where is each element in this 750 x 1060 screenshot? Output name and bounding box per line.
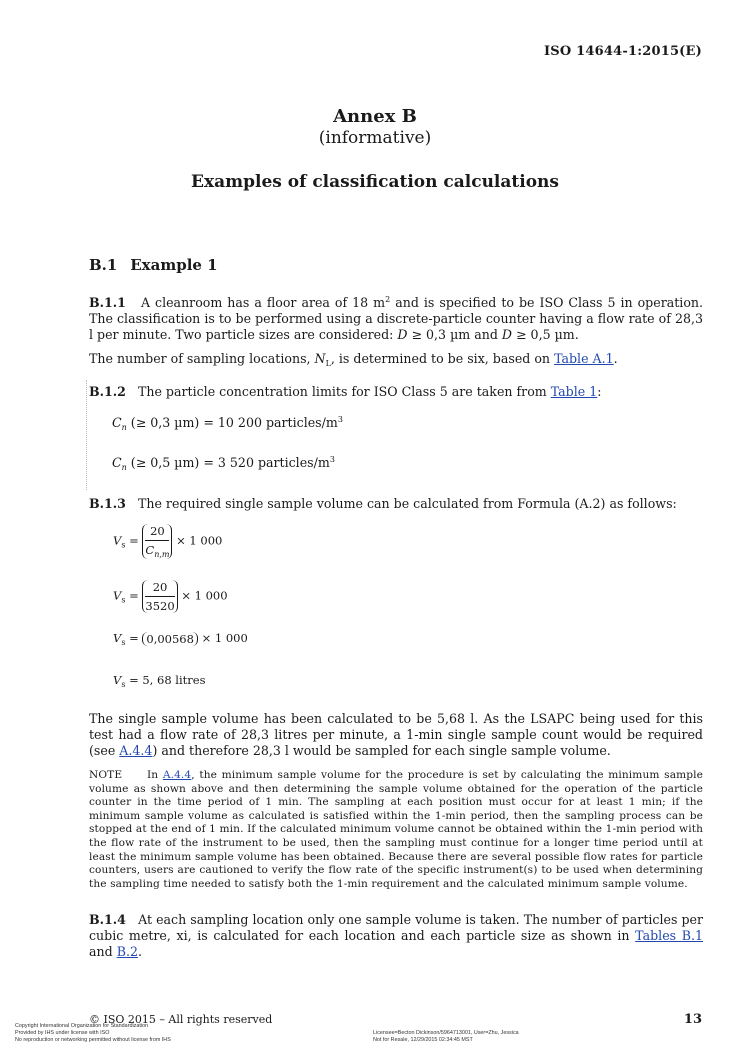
annex-heading: Examples of classification calculations	[191, 172, 559, 192]
equals-sign: =	[129, 533, 139, 548]
license-line: Provided by IHS under license with ISO	[15, 1030, 110, 1036]
equation-4	[113, 673, 205, 689]
parenthesis-group	[142, 580, 177, 613]
math-symbol: C	[145, 543, 155, 557]
math-symbol: D	[501, 327, 512, 342]
clause-b113	[89, 496, 703, 512]
equals-sign: =	[129, 631, 139, 645]
math-symbol: C	[112, 415, 122, 430]
subscript: s	[121, 680, 126, 689]
note-text: , the minimum sample volume for the procedure is set by calculating the minimum sample volume as shown above and then determining the sample volume obtained for the operation of the particle counter in the time period of 1 min. The sampling at each position must occur for at least 1 min; if the minimum sample volume as calculated is satisfied within the 1-min period, then the sampling process can be stopped at the end of 1 min. If the calculated minimum volume cannot be obtained within the 1-min period with the flow rate of the instrument to be used, then the sampling must continue for a longer time period until at least the minimum sample volume has been obtained. Because there are several possible flow rates for particle counters, users are cautioned to verify the flow rate of the specific instrument(s) to be used when determining the sampling time needed to satisfy both the 1-min requirement and the calculated minimum sample volume.	[89, 769, 703, 890]
subscript: L	[325, 359, 331, 368]
equals-sign: =	[129, 588, 139, 603]
note-a44-link[interactable]: A.4.4	[162, 769, 192, 781]
subscript: s	[121, 540, 126, 550]
clause-text: :	[597, 384, 602, 399]
note-label: NOTE	[89, 769, 123, 781]
license-line: No reproduction or networking permitted without license from IHS	[15, 1037, 171, 1043]
subscript: n,m	[154, 550, 170, 559]
math-symbol: V	[113, 631, 122, 645]
subscript: s	[121, 638, 126, 647]
clause-text: and	[89, 944, 117, 959]
formula-text: (≥ 0,5 µm) = 3 520 particles/m	[126, 455, 330, 470]
concentration-limit-0-3	[112, 412, 512, 436]
tables-b1-link[interactable]: Tables B.1	[635, 928, 703, 943]
multiplier: × 1 000	[176, 533, 223, 548]
note-block	[89, 769, 703, 891]
math-symbol: D	[397, 327, 408, 342]
license-line: Copyright International Organization for Standardization	[15, 1023, 149, 1029]
copyright-footer: © ISO 2015 – All rights reserved	[89, 1013, 273, 1026]
clause-text: .	[137, 944, 142, 959]
license-line: Not for Resale, 12/29/2015 02:34:45 MST	[373, 1037, 473, 1043]
numerator: 20	[145, 524, 169, 541]
parenthesis-group	[142, 524, 172, 559]
standard-id-header: ISO 14644-1:2015(E)	[544, 44, 702, 59]
formula-text: (≥ 0,3 µm) = 10 200 particles/m	[126, 415, 338, 430]
equation-3	[113, 631, 248, 647]
superscript: 3	[337, 415, 343, 424]
subscript: n	[121, 463, 127, 472]
formula-value: 0,00568	[146, 632, 194, 646]
page-number: 13	[683, 1012, 702, 1027]
multiplier: × 1 000	[201, 631, 248, 645]
table-1-link[interactable]: Table 1	[550, 384, 598, 399]
math-symbol: V	[113, 533, 122, 548]
license-stamp-right	[373, 1030, 519, 1044]
paragraph-text: .	[613, 351, 618, 366]
clause-number: B.1.2	[89, 384, 126, 399]
math-symbol: N	[314, 351, 326, 366]
math-symbol: C	[112, 455, 122, 470]
subscript: n	[121, 423, 127, 432]
superscript: 3	[329, 455, 335, 464]
section-title: Example 1	[130, 256, 218, 274]
paragraph-text: ) and therefore 28,3 l would be sampled for each single sample volume.	[152, 743, 611, 758]
clause-b112	[89, 384, 703, 400]
superscript: 2	[385, 295, 391, 304]
sampling-locations-paragraph	[89, 351, 703, 372]
clause-text: At each sampling location only one sample volume is taken. The number of particles per cubic metre, xi, is calculated for each location and each particle size as shown in	[89, 912, 703, 943]
clause-b111	[89, 292, 703, 343]
annex-title: Annex B	[333, 106, 417, 127]
concentration-limit-0-5	[112, 452, 512, 476]
equation-2	[113, 580, 228, 613]
clause-text: and is specified to be ISO Class 5 in operation. The classification is to be performed using a discrete-particle counter having a flow rate of 28,3 l per minute. Two particle sizes are considered:	[89, 295, 704, 342]
math-symbol: V	[113, 673, 122, 687]
license-line: Licensee=Becton Dickinson/5964713001, User=Zhu, Jessica	[373, 1030, 519, 1036]
clause-text: The particle concentration limits for ISO Class 5 are taken from	[137, 384, 551, 399]
numerator: 20	[145, 580, 174, 597]
annex-subtitle: (informative)	[318, 128, 432, 148]
multiplier: × 1 000	[181, 588, 228, 603]
denominator: 3520	[145, 599, 175, 613]
parenthesis-group	[142, 632, 198, 646]
denominator	[145, 541, 169, 559]
section-heading	[89, 256, 218, 274]
paragraph-text: The single sample volume has been calculated to be 5,68 l. As the LSAPC being used for this test had a flow rate of 28,3 litres per minute, a 1-min single sample count would be required (see	[89, 711, 703, 758]
math-symbol: V	[113, 588, 122, 603]
table-a1-link[interactable]: Table A.1	[554, 351, 614, 366]
equation-1	[113, 524, 222, 559]
license-stamp-left	[15, 1023, 171, 1044]
paragraph-text: The number of sampling locations,	[89, 351, 315, 366]
note-text: In	[147, 769, 163, 781]
fraction	[145, 524, 169, 559]
clause-text: A cleanroom has a floor area of 18 m	[140, 295, 386, 310]
clause-number: B.1.3	[89, 496, 126, 511]
a44-link[interactable]: A.4.4	[119, 743, 153, 758]
clause-text: ≥ 0,5 µm.	[512, 327, 579, 342]
single-sample-paragraph	[89, 711, 703, 759]
paragraph-text: , is determined to be six, based on	[330, 351, 555, 366]
clause-b114	[89, 912, 703, 960]
subscript: s	[121, 595, 126, 605]
table-b2-link[interactable]: B.2	[116, 944, 138, 959]
clause-number: B.1.4	[89, 912, 126, 927]
fraction	[145, 580, 174, 613]
section-number: B.1	[89, 256, 118, 274]
clause-text: ≥ 0,3 µm and	[407, 327, 502, 342]
change-bar	[86, 380, 88, 490]
formula-result: = 5, 68 litres	[129, 673, 206, 687]
clause-number: B.1.1	[89, 295, 126, 310]
clause-text: The required single sample volume can be calculated from Formula (A.2) as follows:	[137, 496, 677, 511]
